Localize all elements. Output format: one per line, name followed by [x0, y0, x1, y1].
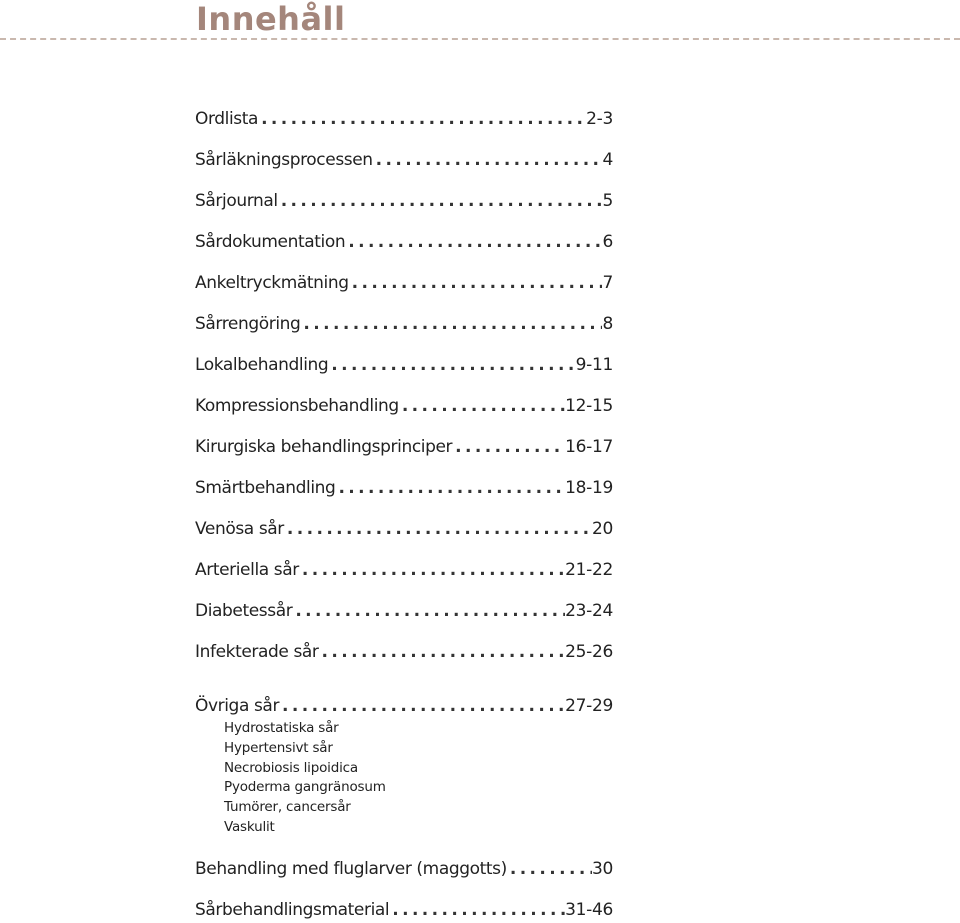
dot-leader: [510, 856, 592, 882]
toc-entry-label: Ordlista: [195, 109, 259, 129]
dot-leader: [455, 434, 565, 460]
toc-entry-label: Sårbehandlingsmaterial: [195, 900, 390, 920]
toc-entry-label: Venösa sår: [195, 519, 284, 539]
toc-entry-kompressionsbehandling[interactable]: [195, 393, 613, 419]
toc-entry-label: Sårjournal: [195, 191, 278, 211]
subitem-hydrostatiska-sar: Hydrostatiska sår: [224, 720, 339, 736]
toc-entry-ovriga-sar[interactable]: [195, 693, 613, 719]
toc-entry-page: 30: [591, 859, 613, 879]
dot-leader: [322, 639, 566, 665]
ovriga-sar-subitems: [224, 719, 524, 838]
toc-entry-label: Sårdokumentation: [195, 232, 346, 252]
dot-leader: [303, 311, 602, 337]
dot-leader: [392, 897, 565, 923]
page-title: Innehåll: [196, 0, 346, 38]
toc-entry-page: 25-26: [565, 642, 613, 662]
toc-entry-page: 31-46: [565, 900, 613, 920]
toc-entry-page: 4: [602, 150, 613, 170]
toc-entry-page: 23-24: [565, 601, 613, 621]
toc-entry-label: Behandling med fluglarver (maggotts): [195, 859, 507, 879]
toc-entry-kirurgiska-behandlingsprinciper[interactable]: [195, 434, 613, 460]
toc-entry-page: 7: [602, 273, 613, 293]
toc-entry-label: Diabetessår: [195, 601, 293, 621]
toc-entry-sarjournal[interactable]: [195, 188, 613, 214]
toc-entry-label: Lokalbehandling: [195, 355, 329, 375]
toc-entry-diabetessar[interactable]: [195, 598, 613, 624]
dot-leader: [282, 693, 565, 719]
toc-entry-sarrengoring[interactable]: [195, 311, 613, 337]
subitem-vaskulit: Vaskulit: [224, 818, 275, 835]
dot-leader: [402, 393, 565, 419]
subitem-necrobiosis-lipoidica: Necrobiosis lipoidica: [224, 759, 358, 776]
toc-entry-smartbehandling[interactable]: [195, 475, 613, 501]
toc-entry-venosa-sar[interactable]: [195, 516, 613, 542]
toc-entry-label: Smärtbehandling: [195, 478, 336, 498]
dot-leader: [261, 106, 586, 132]
toc-entry-label: Sårläkningsprocessen: [195, 150, 373, 170]
dot-leader: [287, 516, 592, 542]
toc-entry-page: 21-22: [565, 560, 613, 580]
toc-entry-lokalbehandling[interactable]: [195, 352, 613, 378]
dot-leader: [295, 598, 565, 624]
toc-entry-label: Infekterade sår: [195, 642, 319, 662]
toc-entry-sarlakningsprocessen[interactable]: [195, 147, 613, 173]
toc-entry-label: Sårrengöring: [195, 314, 301, 334]
subitem-pyoderma-gangranosum: Pyoderma gangränosum: [224, 779, 386, 796]
dot-leader: [348, 229, 602, 255]
toc-entry-sardokumentation[interactable]: [195, 229, 613, 255]
title-divider: [0, 38, 960, 40]
toc-entry-behandling-med-fluglarver[interactable]: [195, 856, 613, 882]
toc-entry-page: 16-17: [565, 437, 613, 457]
subitem-hypertensivt-sar: Hypertensivt sår: [224, 739, 333, 756]
toc-entry-sarbehandlingsmaterial[interactable]: [195, 897, 613, 923]
toc-entry-label: Övriga sår: [195, 696, 280, 716]
toc-entry-page: 8: [602, 314, 613, 334]
dot-leader: [376, 147, 603, 173]
subitem-tumorer-cancersar: Tumörer, cancersår: [224, 799, 351, 816]
toc-entry-page: 18-19: [565, 478, 613, 498]
dot-leader: [331, 352, 575, 378]
toc-entry-page: 2-3: [586, 109, 613, 129]
toc-entry-page: 27-29: [565, 696, 613, 716]
toc-entry-page: 5: [602, 191, 613, 211]
toc-entry-infekterade-sar[interactable]: [195, 639, 613, 665]
toc-entry-label: Arteriella sår: [195, 560, 299, 580]
dot-leader: [338, 475, 565, 501]
toc-entry-arteriella-sar[interactable]: [195, 557, 613, 583]
toc-entry-page: 20: [591, 519, 613, 539]
toc-entry-label: Ankeltryckmätning: [195, 273, 349, 293]
toc-entry-ordlista[interactable]: [195, 106, 613, 132]
toc-entry-label: Kompressionsbehandling: [195, 396, 399, 416]
dot-leader: [352, 270, 603, 296]
toc-entry-ankeltryckmatning[interactable]: [195, 270, 613, 296]
dot-leader: [281, 188, 603, 214]
toc-entry-page: 12-15: [565, 396, 613, 416]
toc-entry-page: 6: [602, 232, 613, 252]
toc-entry-label: Kirurgiska behandlingsprinciper: [195, 437, 453, 457]
dot-leader: [302, 557, 565, 583]
toc-entry-page: 9-11: [575, 355, 613, 375]
